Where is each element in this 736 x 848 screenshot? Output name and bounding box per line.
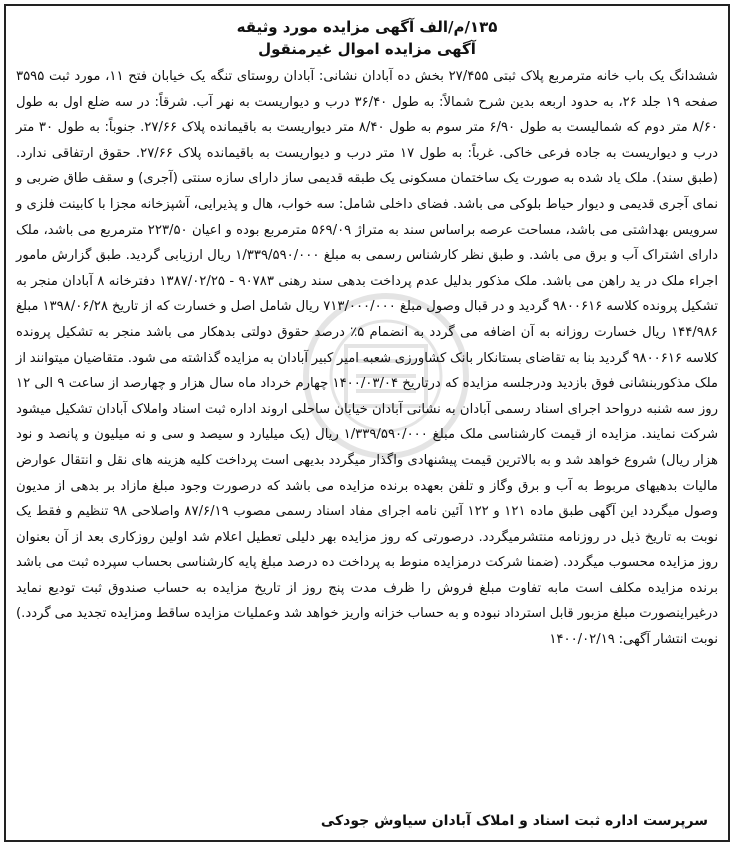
signature-line: سرپرست اداره ثبت اسناد و املاک آبادان سیاوش جودکی bbox=[320, 813, 708, 829]
notice-header bbox=[6, 6, 728, 62]
notice-subtitle: آگهی مزایده اموال غیرمنقول bbox=[258, 40, 476, 58]
auction-notice bbox=[4, 4, 730, 842]
notice-reference-title: ۱۳۵/م/الف آگهی مزایده مورد وثیقه bbox=[236, 18, 498, 36]
notice-body: ششدانگ یک باب خانه مترمربع پلاک ثبتی ۲۷/۴۵۵ بخش ده آبادان نشانی: آبادان روستای تنگه یک خیابان فتح ۱۱، مورد ثبت ۳۵۹۵ صفحه ۱۹ جلد ۲۶، به حدود اربعه بدین شرح شمالاً: به طول ۳۶/۴۰ درب و دیواریست به نهر آب. شرقاً: در سه ضلع اول به طول ۸/۶۰ متر دوم که شمالیست به طول ۶/۹۰ متر سوم به طول ۸/۴۰ متر دیواریست به باقیمانده پلاک ۲۷/۶۶. جنوباً: به طول ۳۰ متر درب و دیواریست به جاده فرعی خاکی. غرباً: به طول ۱۷ متر درب و دیواریست به باقیمانده پلاک ۲۷/۶۶. حقوق ارتفاقی ندارد. (طبق سند). ملک یاد شده به صورت یک ساختمان مسکونی یک طبقه قدیمی ساز دارای سازه سنتی (آجری) و سقف طاق ضربی و نمای آجری قدیمی و دیوار حیاط بلوکی می باشد. فضای داخلی شامل: سه خواب، هال و پذیرایی، آشپزخانه مجزا با کابینت فلزی و سرویس بهداشتی می باشد، مساحت عرصه براساس سند به متراژ ۵۶۹/۰۹ مترمربع بوده و اعیان ۲۲۳/۵۰ مترمربع می باشد، ملک دارای اشتراک آب و برق می باشد. و طبق نظر کارشناس رسمی به مبلغ ۱/۳۳۹/۵۹۰/۰۰۰ ریال ارزیابی گردید. طبق گزارش مامور اجراء ملک در ید راهن می باشد. ملک مذکور بدلیل عدم پرداخت بدهی سند رهنی ۹۰۷۸۳ - ۱۳۸۷/۰۲/۲۵ دفترخانه ۸ آبادان منجر به تشکیل پرونده کلاسه ۹۸۰۰۶۱۶ گردید و در قبال وصول مبلغ ۷۱۳/۰۰۰/۰۰۰ ریال شامل اصل و خسارت که از تاریخ ۱۳۹۸/۰۶/۲۸ مبلغ ۱۴۴/۹۸۶ ریال خسارت روزانه به آن اضافه می گردد به انضمام ۵٪ درصد حقوق دولتی بدهکار می باشد منجر به تشکیل پرونده کلاسه ۹۸۰۰۶۱۶ گردید بنا به تقاضای بستانکار بانک کشاورزی شعبه امیر کبیر آبادان به مزایده گذاشته می شود. متقاضیان میتوانند از ملک مذکوربنشانی فوق بازدید ودرجلسه مزایده که درتاریخ ۱۴۰۰/۰۳/۰۴ چهارم خرداد ماه سال هزار و چهارصد از ساعت ۹ الی ۱۲ روز سه شنبه درواحد اجرای اسناد رسمی آبادان به نشانی آبادان خیابان ساحلی اروند اداره ثبت اسناد واملاک آبادان تشکیل میشود شرکت نمایند. مزایده از قیمت کارشناسی ملک مبلغ ۱/۳۳۹/۵۹۰/۰۰۰ ریال (یک میلیارد و سیصد و سی و نه میلیون و پانصد و نود هزار ریال) شروع خواهد شد و به بالاترین قیمت پیشنهادی واگذار میگردد بدیهی است پرداخت کلیه هزینه های نقل و انتقال عوارض مالیات بدهیهای مربوط به آب و برق وگاز و تلفن بعهده برنده مزایده می باشد که درصورت وجود مبلغ مازاد بر بدهی از مدیون وصول میگردد این آگهی طبق ماده ۱۲۱ و ۱۲۲ آئین نامه اجرای مفاد اسناد رسمی مصوب ۸۷/۶/۱۹ واصلاحی ۹۸ تنظیم و فقط یک نوبت به تاریخ ذیل در روزنامه منتشرمیگردد. درصورتی که روز مزایده بهر دلیلی تعطیل اعلام شد اولین روزکاری بعد از آن بعنوان روز مزایده محسوب میگردد. (ضمنا شرکت درمزایده منوط به پرداخت ده درصد مبلغ پایه کارشناسی بحساب سپرده ثبت می باشد برنده مزایده مکلف است مابه تفاوت مبلغ فروش را ظرف مدت پنج روز از تاریخ مزایده به حساب صندوق ثبت توديع نمايد درغیراینصورت مبلغ مزبور قابل استرداد نبوده و به حساب خزانه واریز خواهد شد وعملیات مزایده ساقط ومزایده تجدید می گردد.) نوبت انتشار آگهی: ۱۴۰۰/۰۲/۱۹ bbox=[16, 69, 719, 648]
